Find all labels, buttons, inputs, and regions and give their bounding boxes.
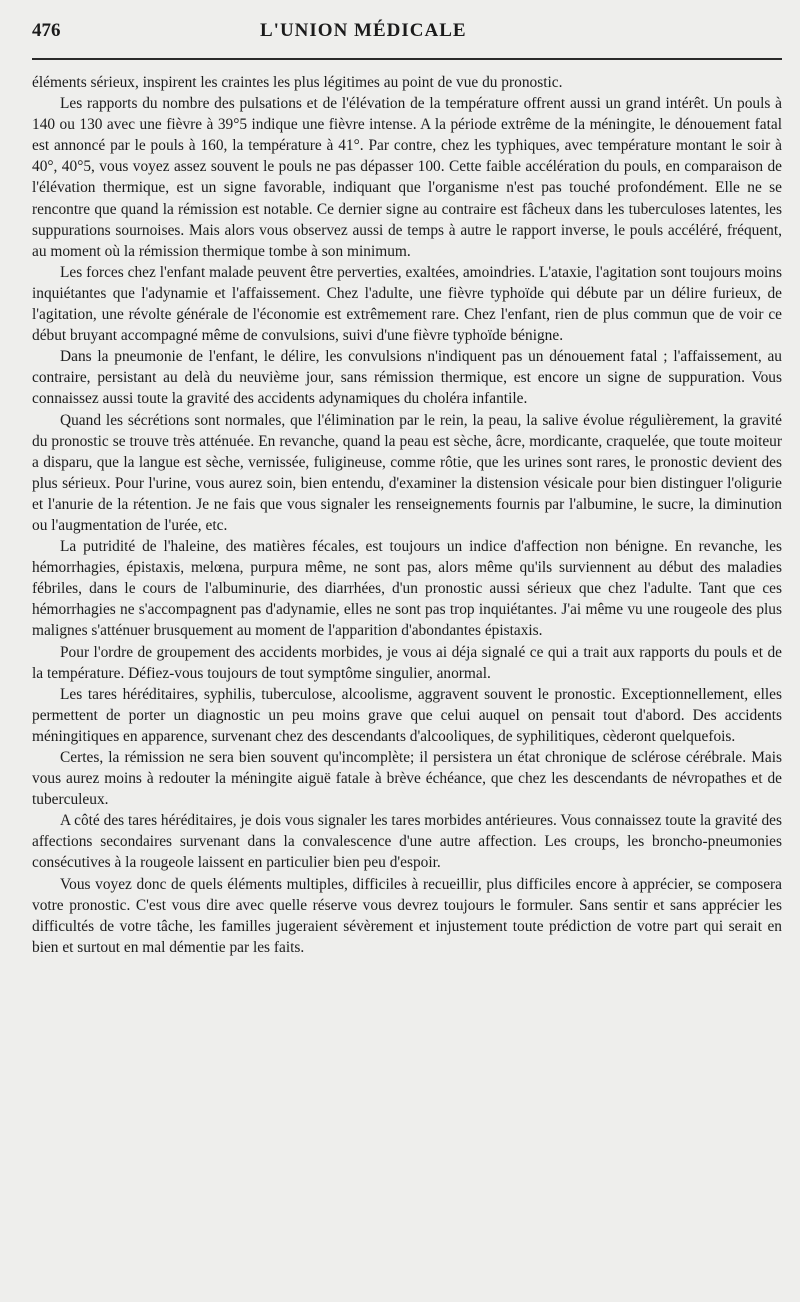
paragraph: Pour l'ordre de groupement des accidents morbides, je vous ai déja signalé ce qui a trait aux rapports du pouls et de la température. Défiez-vous toujours de tout symptôme singulier, anormal. — [32, 643, 782, 682]
running-title: L'UNION MÉDICALE — [260, 20, 467, 41]
header-rule — [32, 58, 782, 60]
body-text — [32, 72, 782, 958]
paragraph: Dans la pneumonie de l'enfant, le délire, les convulsions n'indiquent pas un dénouement fatal ; l'affaissement, au contraire, persistant au delà du neuvième jour, sans rémission thermique, est encore un signe de suppuration. Vous connaissez aussi toute la gravité des accidents adynamiques du choléra infantile. — [32, 348, 782, 408]
paragraph: Les forces chez l'enfant malade peuvent être perverties, exaltées, amoindries. L'ataxie, l'agitation sont toujours moins inquiétantes que l'adynamie et l'affaissement. Chez l'adulte, une fièvre typhoïde qui débute par un délire furieux, de l'agitation, une révolte générale de l'économie est extrêmement rare. Chez l'enfant, rien de plus commun que de voir ce début bruyant accompagné même de convulsions, suivi d'une fièvre typhoïde bénigne. — [32, 263, 782, 345]
paragraph: Certes, la rémission ne sera bien souvent qu'incomplète; il persistera un état chronique de sclérose cérébrale. Mais vous aurez moins à redouter la méningite aiguë fatale à brève échéance, que chez les descendants de névropathes et de tuberculeux. — [32, 749, 782, 809]
page-header — [32, 20, 782, 50]
paragraph: La putridité de l'haleine, des matières fécales, est toujours un indice d'affection non bénigne. En revanche, les hémorrhagies, épistaxis, melœna, purpura même, ne sont pas, alors même qu'ils surviennent au début des maladies fébriles, dans le cours de l'albuminurie, des diarrhées, d'un pronostic aussi sérieux que chez l'adulte. Tant que ces hémorrhagies ne s'accompagnent pas d'adynamie, elles ne sont pas trop inquiétantes. J'ai même vu une rougeole des plus malignes s'atténuer brusquement au moment de l'apparition d'abondantes épistaxis. — [32, 538, 782, 640]
paragraph: A côté des tares héréditaires, je dois vous signaler les tares morbides antérieures. Vous connaissez toute la gravité des affections secondaires survenant dans la convalescence d'une autre affection. Les croups, les broncho-pneumonies consécutives à la rougeole laissent en particulier bien peu d'espoir. — [32, 812, 782, 872]
page-number: 476 — [32, 20, 61, 41]
paragraph: éléments sérieux, inspirent les craintes les plus légitimes au point de vue du pronostic. — [32, 74, 563, 91]
paragraph: Vous voyez donc de quels éléments multiples, difficiles à recueillir, plus difficiles encore à apprécier, se composera votre pronostic. C'est vous dire avec quelle réserve vous devrez toujours le formuler. Sans sentir et sans apprécier les difficultés de votre tâche, les familles jugeraient sévèrement et injustement toute prédiction de votre part qui serait en bien et surtout en mal démentie par les faits. — [32, 875, 782, 956]
paragraph: Les tares héréditaires, syphilis, tuberculose, alcoolisme, aggravent souvent le pronostic. Exceptionnellement, elles permettent de porter un diagnostic un peu moins grave que celui auquel on pensait tout d'abord. Des accidents méningitiques en apparence, survenant chez des descendants d'alcooliques, de syphilitiques, cèderont quelquefois. — [32, 685, 782, 745]
paragraph: Quand les sécrétions sont normales, que l'élimination par le rein, la peau, la salive évolue régulièrement, la gravité du pronostic se trouve très atténuée. En revanche, quand la peau est sèche, âcre, mordicante, craquelée, que toute moiteur a disparu, que la langue est sèche, vernissée, fuligineuse, comme rôtie, que les urines sont rares, le pronostic devient des plus sérieux. Pour l'urine, vous aurez soin, bien entendu, d'examiner la distension vésicale pour bien distinguer l'oligurie et l'anurie de la rétention. Je ne fais que vous signaler les renseignements fournis par l'albumine, le sucre, la diminution ou l'augmentation de l'urée, etc. — [32, 411, 782, 534]
paragraph: Les rapports du nombre des pulsations et de l'élévation de la température offrent aussi un grand intérêt. Un pouls à 140 ou 130 avec une fièvre à 39°5 indique une fièvre intense. A la période extrême de la méningite, le dénouement fatal est annoncé par le pouls à 160, la température à 41°. Par contre, chez les typhiques, avec température montant le soir à 40°, 40°5, vous voyez assez souvent le pouls ne pas dépasser 100. Cette faible accélération du pouls, en comparaison de l'élévation thermique, est un signe favorable, indiquant que l'organisme n'est pas touché profondément. Elle ne se rencontre que quand la rémission est notable. Ce dernier signe au contraire est fâcheux dans les tuberculoses latentes, les suppurations sournoises. Mais alors vous observez aussi de temps à autre le rapport inverse, le pouls accéléré, fréquent, au moment où la rémission thermique tombe à son minimum. — [32, 95, 782, 260]
